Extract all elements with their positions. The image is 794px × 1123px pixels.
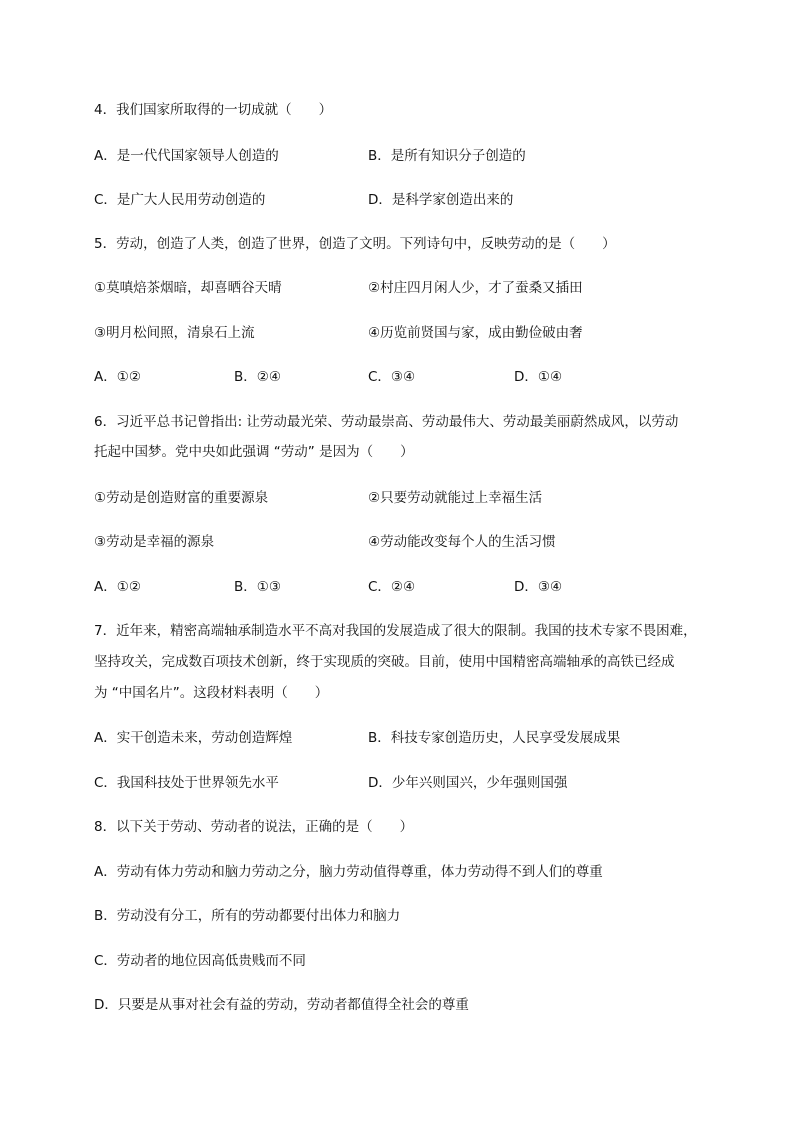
question-7-stem-line-1: 7．近年来，精密高端轴承制造水平不高对我国的发展造成了很大的限制。我国的技术专家不畏困难， [94, 623, 697, 639]
question-6-statement-2: ②只要劳动就能过上幸福生活 [368, 490, 543, 506]
question-4-option-d: D．是科学家创造出来的 [368, 192, 514, 208]
question-5-stem: 5．劳动，创造了人类，创造了世界，创造了文明。下列诗句中，反映劳动的是（ ） [94, 236, 616, 252]
question-7-stem-line-3: 为 “中国名片”。这段材料表明（ ） [94, 685, 329, 701]
question-8-option-d: D．只要是从事对社会有益的劳动，劳动者都值得全社会的尊重 [94, 997, 469, 1013]
question-5-statement-4: ④历览前贤国与家，成由勤俭破由奢 [368, 325, 583, 341]
question-6-stem-line-2: 托起中国梦。党中央如此强调 “劳动” 是因为（ ） [94, 444, 414, 460]
question-6-statement-3: ③劳动是幸福的源泉 [94, 534, 215, 550]
question-8-option-a: A．劳动有体力劳动和脑力劳动之分，脑力劳动值得尊重，体力劳动得不到人们的尊重 [94, 864, 603, 880]
question-7-option-b: B．科技专家创造历史，人民享受发展成果 [368, 730, 621, 746]
question-8-option-c: C．劳动者的地位因高低贵贱而不同 [94, 953, 306, 969]
question-8-option-b: B．劳动没有分工，所有的劳动都要付出体力和脑力 [94, 908, 401, 924]
question-5-option-c: C．③④ [368, 369, 416, 385]
question-5-statement-1: ①莫嗔焙茶烟暗，却喜晒谷天晴 [94, 280, 282, 296]
question-5-option-b: B．②④ [234, 369, 281, 385]
question-5-option-a: A．①② [94, 369, 141, 385]
question-6-option-a: A．①② [94, 579, 141, 595]
question-6-option-c: C．②④ [368, 579, 416, 595]
question-4-option-a: A．是一代代国家领导人创造的 [94, 148, 279, 164]
question-6-option-b: B．①③ [234, 579, 281, 595]
question-6-statement-4: ④劳动能改变每个人的生活习惯 [368, 534, 556, 550]
question-6-option-d: D．③④ [514, 579, 563, 595]
question-4-option-c: C．是广大人民用劳动创造的 [94, 192, 266, 208]
question-5-statement-2: ②村庄四月闲人少，才了蚕桑又插田 [368, 280, 583, 296]
question-5-statement-3: ③明月松间照，清泉石上流 [94, 325, 255, 341]
question-6-stem-line-1: 6．习近平总书记曾指出: 让劳动最光荣、劳动最崇高、劳动最伟大、劳动最美丽蔚然成风，以劳动 [94, 414, 679, 430]
question-7-option-a: A．实干创造未来，劳动创造辉煌 [94, 730, 293, 746]
question-4-option-b: B．是所有知识分子创造的 [368, 148, 526, 164]
question-5-option-d: D．①④ [514, 369, 563, 385]
question-7-option-c: C．我国科技处于世界领先水平 [94, 775, 279, 791]
question-8-stem: 8．以下关于劳动、劳动者的说法，正确的是（ ） [94, 819, 414, 835]
question-6-statement-1: ①劳动是创造财富的重要源泉 [94, 490, 269, 506]
question-4-stem: 4．我们国家所取得的一切成就（ ） [94, 102, 333, 118]
question-7-stem-line-2: 坚持攻关，完成数百项技术创新，终于实现质的突破。目前，使用中国精密高端轴承的高铁已经成 [94, 654, 675, 670]
question-7-option-d: D．少年兴则国兴，少年强则国强 [368, 775, 568, 791]
